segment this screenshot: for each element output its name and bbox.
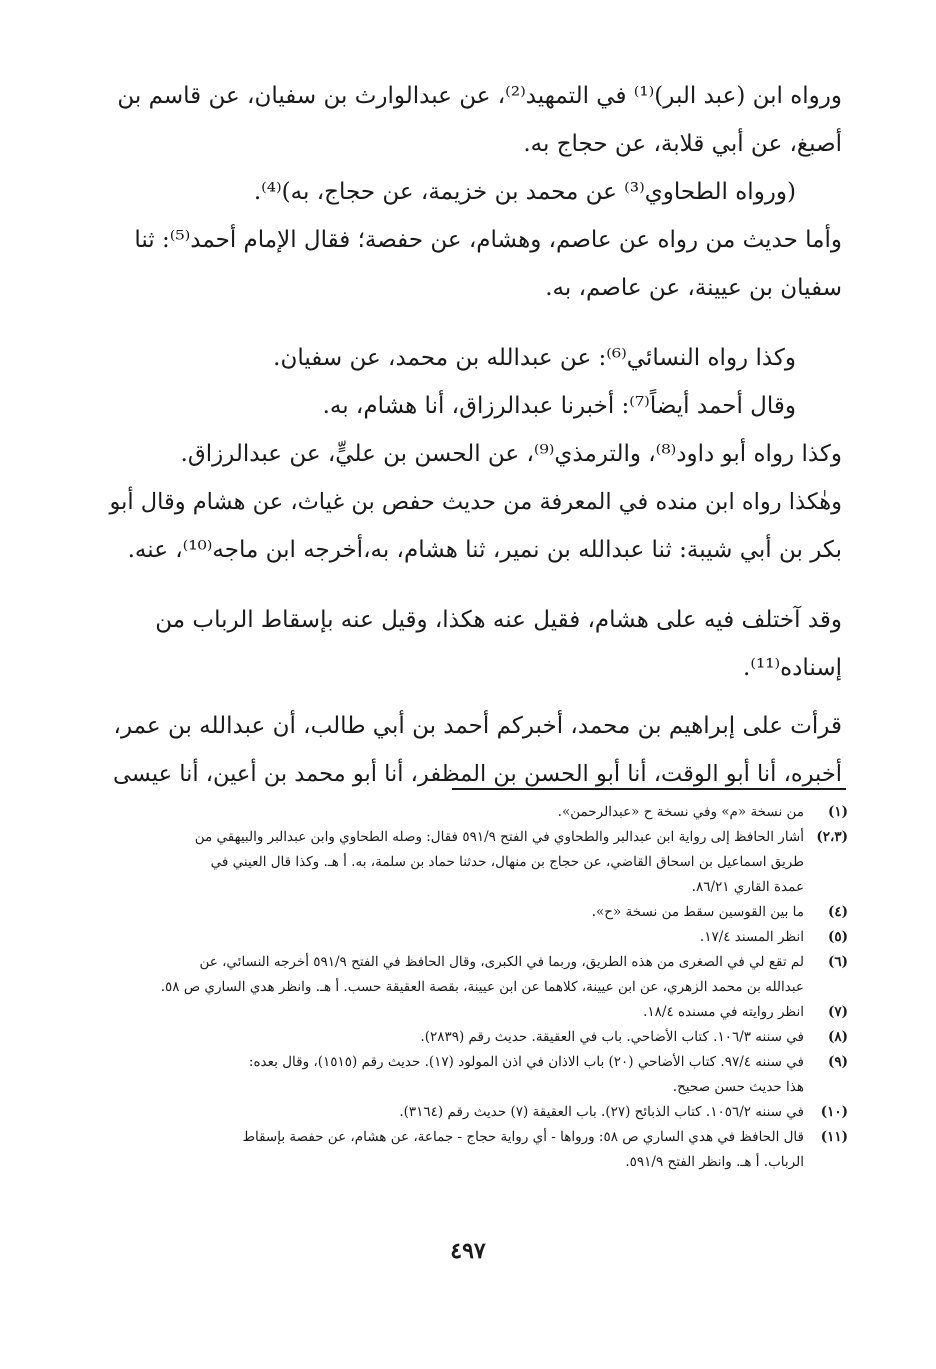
footnote-text: عمدة القاري ٨٦/٢١. [691,879,804,895]
text-line: بكر بن أبي شيبة: ثنا عبدالله بن نمير، ثنا هشام، به،أخرجه ابن ماجه⁽¹⁰⁾، عنه. [127,537,842,563]
footnote-number: (١١) [820,1129,848,1145]
text-line: سفيان بن عيينة، عن عاصم، به. [545,275,842,301]
text-line: وقال أحمد أيضاً⁽⁷⁾: أخبرنا عبدالرزاق، أنا هشام، به. [322,393,796,419]
footnote-number: (٤) [827,904,848,920]
footnote [104,925,848,950]
footnote-divider [452,788,846,790]
footnote [104,1125,848,1175]
page-number: ٤٩٧ [450,1238,486,1264]
text-line: وكذا رواه أبو داود⁽⁸⁾، والترمذي⁽⁹⁾، عن الحسن بن عليٍّ، عن عبدالرزاق. [180,441,842,467]
footnote-text: في سننه ١٠٥٦/٢. كتاب الذبائح (٢٧). باب العقيقة (٧) حديث رقم (٣١٦٤). [399,1104,804,1120]
footnote-text: أشار الحافظ إلى رواية ابن عبدالبر والطحاوي في الفتح ٥٩١/٩ فقال: وصله الطحاوي وابن عبدالبر والبيهقي من [194,829,804,845]
footnote-text: في سننه ٩٧/٤. كتاب الأضاحي (٢٠) باب الاذان في اذن المولود (١٧). حديث رقم (١٥١٥)، وقال بعده: [248,1054,804,1070]
main-text [100,72,842,798]
footnote-text: انظر روايته في مسنده ١٨/٤. [643,1004,804,1020]
footnote-text: الرباب. أ هـ. وانظر الفتح ٥٩١/٩. [625,1154,804,1170]
footnote [104,800,848,825]
footnote-text: لم تقع لي في الصغرى من هذه الطريق، وربما في الكبرى، وقال الحافظ في الفتح ٥٩١/٩ أخرجه النسائي، عن [199,954,804,970]
text-line: أصبغ، عن أبي قلابة، عن حجاج به. [523,131,842,157]
text-line: وكذا رواه النسائي⁽⁶⁾: عن عبدالله بن محمد، عن سفيان. [273,345,796,371]
text-line: قرأت على إبراهيم بن محمد، أخبركم أحمد بن أبي طالب، أن عبدالله بن عمر، [113,713,842,739]
footnote-text: ما بين القوسين سقط من نسخة «ح». [591,904,804,920]
footnote [104,900,848,925]
footnote-text: عبدالله بن محمد الزهري، عن ابن عيينة، كلاهما عن ابن عيينة، بقصة العقيقة حسب. أ هـ. وانظر هدي الساري ص ٥٨. [160,979,804,995]
footnote [104,950,848,1000]
text-line: وقد آختلف فيه على هشام، فقيل عنه هكذا، وقيل عنه بإسقاط الرباب من [155,607,842,633]
text-line: وأما حديث من رواه عن عاصم، وهشام، عن حفصة؛ فقال الإمام أحمد⁽⁵⁾: ثنا [134,227,842,253]
footnote-number: (٦) [827,954,848,970]
footnote-number: (١٠) [820,1104,848,1120]
text-line: وهٰكذا رواه ابن منده في المعرفة من حديث حفص بن غياث، عن هشام وقال أبو [109,489,842,515]
footnote [104,825,848,900]
footnote-number: (٥) [827,929,848,945]
footnote-number: (٨) [827,1029,848,1045]
footnote-number: (١) [827,804,848,820]
text-line: ورواه ابن (عبد البر)⁽¹⁾ في التمهيد⁽²⁾، عن عبدالوارث بن سفيان، عن قاسم بن [117,83,842,109]
footnotes [104,800,848,1175]
footnote-text: من نسخة «م» وفي نسخة ح «عبدالرحمن». [557,804,804,820]
text-line: (ورواه الطحاوي⁽³⁾ عن محمد بن خزيمة، عن حجاج، به)⁽⁴⁾. [253,179,796,205]
text-line: أخبره، أنا أبو الوقت، أنا أبو الحسن بن المظفر، أنا أبو محمد بن أعين، أنا عيسى [113,761,842,787]
footnote-text: في سننه ١٠٦/٣. كتاب الأضاحي. باب في العقيقة. حديث رقم (٢٨٣٩). [420,1029,804,1045]
footnote [104,1000,848,1025]
footnote-number: (٢،٣) [816,829,848,845]
footnote-number: (٩) [827,1054,848,1070]
footnote-text: طريق اسماعيل بن اسحاق القاضي، عن حجاج بن منهال، حدثنا حماد بن سلمة، به. أ هـ. وكذا قال العيني في [210,854,804,870]
footnote-text: قال الحافظ في هدي الساري ص ٥٨: ورواها - أي رواية حجاج - جماعة، عن هشام، عن حفصة بإسقاط [242,1129,804,1145]
footnote [104,1050,848,1100]
footnote [104,1025,848,1050]
footnote-number: (٧) [827,1004,848,1020]
text-line: إسناده⁽¹¹⁾. [743,655,842,681]
footnote [104,1100,848,1125]
footnote-text: هذا حديث حسن صحيح. [672,1079,804,1095]
footnote-text: انظر المسند ١٧/٤. [699,929,804,945]
